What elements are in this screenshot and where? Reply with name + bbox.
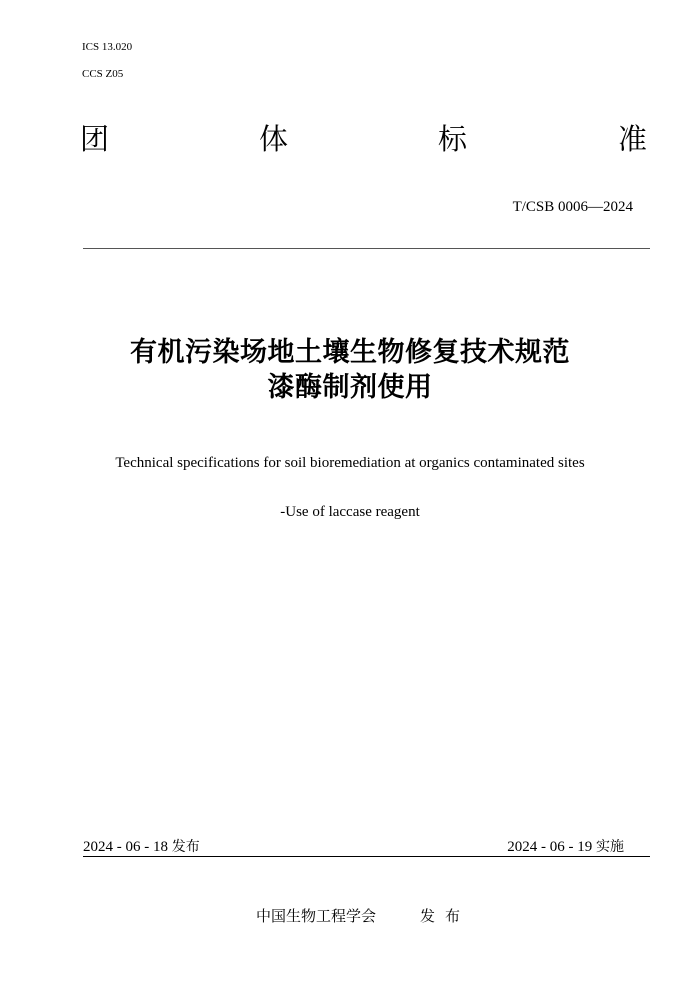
issue-date	[83, 837, 200, 857]
implement-date	[507, 837, 624, 857]
standard-number: T/CSB 0006—2024	[512, 199, 633, 215]
top-divider	[83, 248, 650, 249]
english-title-line-2: -Use of laccase reagent	[280, 504, 420, 520]
issue-date-value: 2024 - 06 - 18	[83, 839, 168, 855]
standard-type-char-1: 团	[80, 122, 110, 156]
standard-type-char-3: 标	[438, 122, 468, 156]
english-title-line-1: Technical specifications for soil bioremediation at organics contaminated sites	[115, 455, 585, 471]
standard-type-char-4: 准	[618, 122, 648, 156]
ics-code: ICS 13.020	[82, 41, 133, 53]
implement-date-value: 2024 - 06 - 19	[507, 839, 593, 855]
chinese-title-line-1: 有机污染场地土壤生物修复技术规范	[130, 337, 570, 368]
ccs-code: CCS Z05	[82, 68, 124, 80]
publish-label: 发布	[420, 907, 471, 925]
issue-date-label: 发布	[171, 839, 200, 855]
bottom-divider	[83, 856, 650, 857]
implement-date-label: 实施	[596, 839, 624, 855]
publisher-name: 中国生物工程学会	[256, 907, 377, 925]
standard-type-char-2: 体	[259, 122, 289, 156]
chinese-title-line-2: 漆酶制剂使用	[267, 372, 433, 403]
